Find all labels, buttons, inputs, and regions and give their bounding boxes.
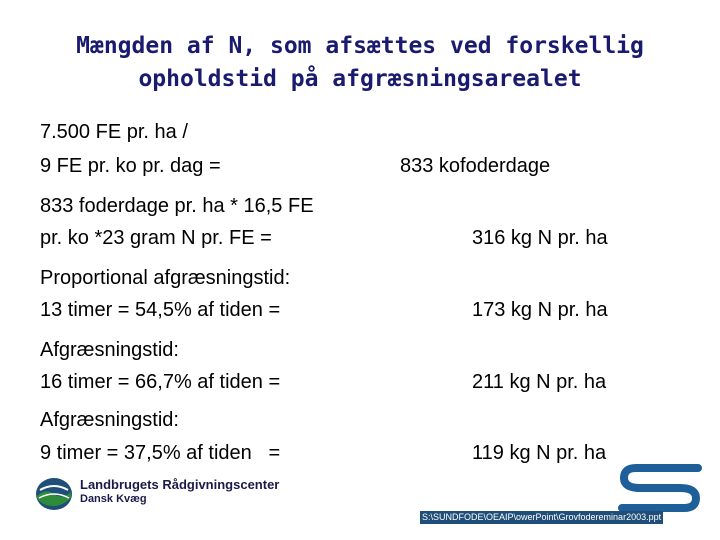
title-line-1: Mængden af N, som afsættes ved forskellig xyxy=(76,33,644,59)
row-2-line-2: pr. ko *23 gram N pr. FE = xyxy=(40,227,272,249)
row-1-line-1: 7.500 FE pr. ha / xyxy=(40,121,188,143)
footer-organization: Landbrugets Rådgivningscenter xyxy=(80,477,280,492)
row-4-line-2: 16 timer = 66,7% af tiden = xyxy=(40,371,281,393)
row-2-result: 316 kg N pr. ha xyxy=(472,227,608,249)
landbrug-logo-icon xyxy=(34,476,74,512)
row-1-result: 833 kofoderdage xyxy=(400,155,551,177)
row-3-line-1: Proportional afgræsningstid: xyxy=(40,267,291,289)
row-4-line-1: Afgræsningstid: xyxy=(40,339,179,361)
row-5-line-2: 9 timer = 37,5% af tiden = xyxy=(40,442,281,464)
title-line-2: opholdstid på afgræsningsarealet xyxy=(138,66,582,92)
row-1-line-2: 9 FE pr. ko pr. dag = xyxy=(40,155,221,177)
row-2-line-1: 833 foderdage pr. ha * 16,5 FE xyxy=(40,195,314,217)
footer-subtitle: Dansk Kvæg xyxy=(80,493,147,505)
file-path: S:\SUNDFODE\OEAIP\owerPoint\Grovfodereminar2003.ppt xyxy=(422,512,662,522)
row-3-line-2: 13 timer = 54,5% af tiden = xyxy=(40,299,281,321)
row-3-result: 173 kg N pr. ha xyxy=(472,299,608,321)
row-5-result: 119 kg N pr. ha xyxy=(472,442,607,464)
slide-title xyxy=(0,30,720,96)
row-5-line-1: Afgræsningstid: xyxy=(40,409,179,431)
s-logo-icon xyxy=(614,464,706,512)
row-4-result: 211 kg N pr. ha xyxy=(472,371,607,393)
